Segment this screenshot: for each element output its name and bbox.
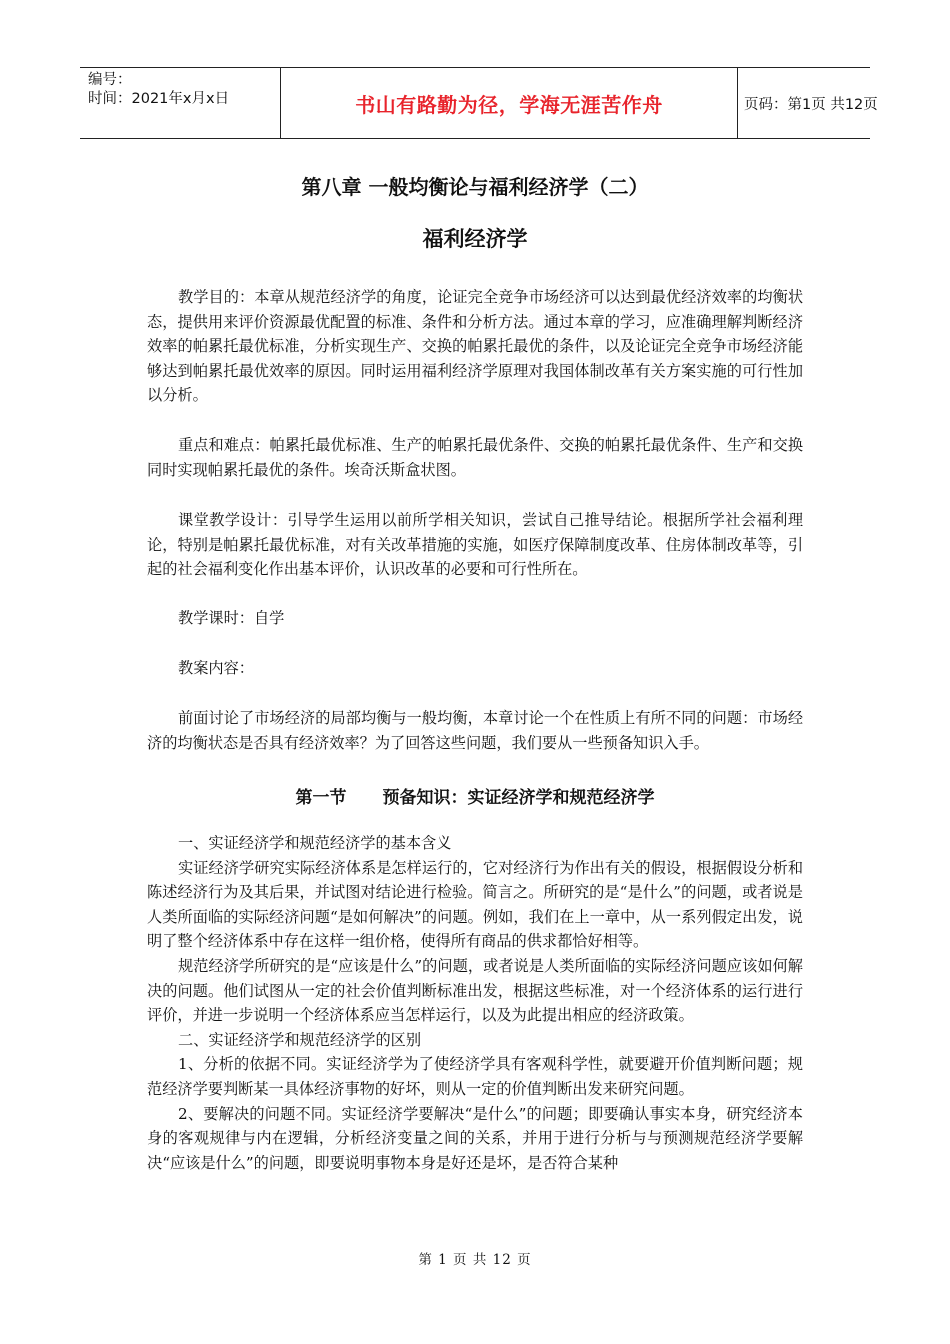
section-heading: [0, 783, 950, 808]
chapter-subtitle: 福利经济学: [422, 227, 528, 251]
key-points-paragraph: 重点和难点：帕累托最优标准、生产的帕累托最优条件、交换的帕累托最优条件、生产和交换同时实现帕累托最优的条件。埃奇沃斯盒状图。: [147, 436, 803, 479]
document-date-label: 时间：2021年x月x日: [88, 91, 230, 107]
class-design-paragraph: 课堂教学设计：引导学生运用以前所学相关知识，尝试自己推导结论。根据所学社会福利理论，特别是帕累托最优标准，对有关改革措施的实施，如医疗保障制度改革、住房体制改革等，引起的社会福利变化作出基本评价，认识改革的必要和可行性所在。: [147, 511, 803, 579]
chapter-title: 第八章 一般均衡论与福利经济学（二）: [301, 175, 649, 199]
section-title: 预备知识：实证经济学和规范经济学: [382, 788, 655, 808]
document-number-label: 编号：: [88, 72, 132, 88]
section-number: 第一节: [295, 788, 347, 808]
header-table: [80, 67, 878, 139]
body-paragraph: 一、实证经济学和规范经济学的基本含义: [178, 834, 452, 852]
body-paragraph: 实证经济学研究实际经济体系是怎样运行的，它对经济行为作出有关的假设，根据假设分析和陈述经济行为及其后果，并试图对结论进行检验。简言之。所研究的是“是什么”的问题，或者说是人类所面临的实际经济问题“是如何解决”的问题。例如，我们在上一章中，从一系列假定出发，说明了整个经济体系中存在这样一组价格，使得所有商品的供求都恰好相等。: [147, 858, 803, 951]
teaching-purpose-paragraph: 教学目的：本章从规范经济学的角度，论证完全竞争市场经济可以达到最优经济效率的均衡状态，提供用来评价资源最优配置的标准、条件和分析方法。通过本章的学习，应准确理解判断经济效率的帕累托最优标准，分析实现生产、交换的帕累托最优的条件，以及论证完全竞争市场经济能够达到帕累托最优效率的原因。同时运用福利经济学原理对我国体制改革有关方案实施的可行性加以分析。: [147, 288, 803, 405]
lesson-content-label: 教案内容：: [178, 659, 254, 677]
teaching-hours-paragraph: 教学课时：自学: [178, 609, 285, 627]
body-paragraph: 二、实证经济学和规范经济学的区别: [178, 1030, 421, 1049]
intro-paragraph: 前面讨论了市场经济的局部均衡与一般均衡，本章讨论一个在性质上有所不同的问题：市场经济的均衡状态是否具有经济效率？为了回答这些问题，我们要从一些预备知识入手。: [147, 709, 803, 752]
body-paragraph: 2、要解决的问题不同。实证经济学要解决“是什么”的问题；即要确认事实本身，研究经济本身的客观规律与内在逻辑，分析经济变量之间的关系，并用于进行分析与与预测规范经济学要解决“应该是什么”的问题，即要说明事物本身是好还是坏，是否符合某种: [147, 1104, 803, 1172]
header-meta-cell: [80, 68, 280, 138]
header-page-number: 页码：第1页 共12页: [744, 96, 878, 113]
body-paragraph: 规范经济学所研究的是“应该是什么”的问题，或者说是人类所面临的实际经济问题应该如何解决的问题。他们试图从一定的社会价值判断标准出发，根据这些标准，对一个经济体系的运行进行评价，并进一步说明一个经济体系应当怎样运行，以及为此提出相应的经济政策。: [147, 956, 803, 1025]
section-body: [147, 831, 803, 1175]
header-motto: 书山有路勤为径，学海无涯苦作舟: [280, 68, 738, 138]
page-footer: 第 1 页 共 12 页: [418, 1252, 532, 1268]
body-paragraph: 1、分析的依据不同。实证经济学为了使经济学具有客观科学性，就要避开价值判断问题；规范经济学要判断某一具体经济事物的好坏，则从一定的价值判断出发来研究问题。: [147, 1055, 803, 1098]
